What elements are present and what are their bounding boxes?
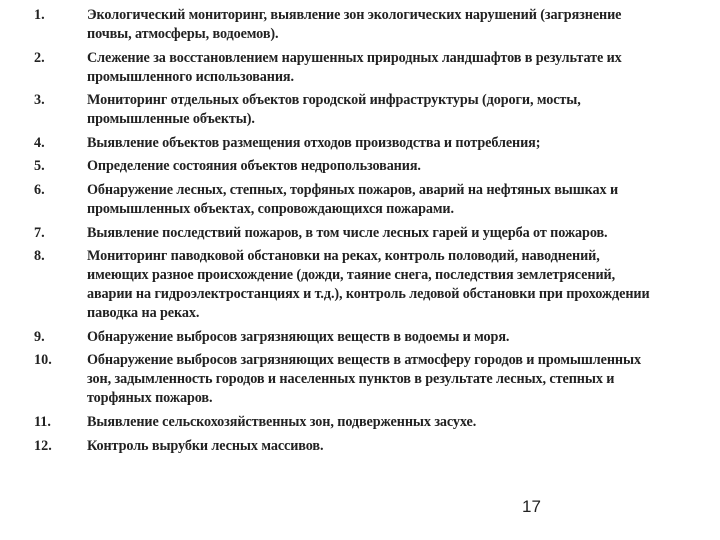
item-number: 3. bbox=[34, 92, 45, 109]
list-item bbox=[20, 328, 660, 347]
item-number: 1. bbox=[34, 7, 45, 23]
item-number: 10. bbox=[34, 352, 52, 369]
list-item bbox=[20, 134, 660, 153]
item-text: Обнаружение выбросов загрязняющих веществ в атмосферу городов и промышленных зон, задымленность городов и населенных пунктов в результате лесных, степных и торфяных пожаров. bbox=[87, 352, 641, 407]
list-item bbox=[20, 224, 660, 243]
numbered-list bbox=[20, 6, 660, 460]
item-text: Слежение за восстановлением нарушенных природных ландшафтов в результате их промышленного использования. bbox=[87, 49, 622, 85]
item-text: Мониторинг отдельных объектов городской инфраструктуры (дороги, мосты, промышленные объекты). bbox=[87, 92, 581, 128]
item-text: Мониторинг паводковой обстановки на реках, контроль половодий, наводнений, имеющих разное происхождение (дожди, таяние снега, последствия землетрясений, аварии на гидроэлектростанциях и т.д.), контроль ледовой обстановки при прохождении паводка на реках. bbox=[87, 248, 650, 322]
list-item bbox=[20, 157, 660, 176]
item-text: Определение состояния объектов недропользования. bbox=[87, 158, 421, 175]
item-text: Экологический мониторинг, выявление зон экологических нарушений (загрязнение почвы, атмосферы, водоемов). bbox=[87, 7, 622, 42]
list-item bbox=[20, 437, 660, 456]
item-number: 11. bbox=[34, 413, 51, 430]
list-item bbox=[20, 91, 660, 129]
item-text: Обнаружение лесных, степных, торфяных пожаров, аварий на нефтяных вышках и промышленных объектах, сопровождающихся пожарами. bbox=[87, 181, 619, 217]
item-number: 5. bbox=[34, 158, 45, 175]
item-number: 4. bbox=[34, 134, 45, 151]
list-item bbox=[20, 6, 660, 44]
item-number: 8. bbox=[34, 248, 45, 265]
item-number: 6. bbox=[34, 181, 45, 198]
list-item bbox=[20, 181, 660, 219]
list-item bbox=[20, 413, 660, 432]
item-number: 2. bbox=[34, 49, 45, 66]
item-text: Контроль вырубки лесных массивов. bbox=[87, 437, 324, 454]
item-text: Выявление сельскохозяйственных зон, подверженных засухе. bbox=[87, 413, 477, 430]
item-number: 9. bbox=[34, 328, 45, 345]
item-text: Выявление последствий пожаров, в том числе лесных гарей и ущерба от пожаров. bbox=[87, 224, 608, 241]
list-item bbox=[20, 49, 660, 87]
list-item bbox=[20, 247, 660, 323]
page-number: 17 bbox=[522, 497, 541, 516]
list-item bbox=[20, 351, 660, 408]
item-number: 12. bbox=[34, 437, 52, 454]
item-text: Обнаружение выбросов загрязняющих веществ в водоемы и моря. bbox=[87, 328, 510, 345]
item-text: Выявление объектов размещения отходов производства и потребления; bbox=[87, 134, 541, 151]
item-number: 7. bbox=[34, 224, 45, 241]
